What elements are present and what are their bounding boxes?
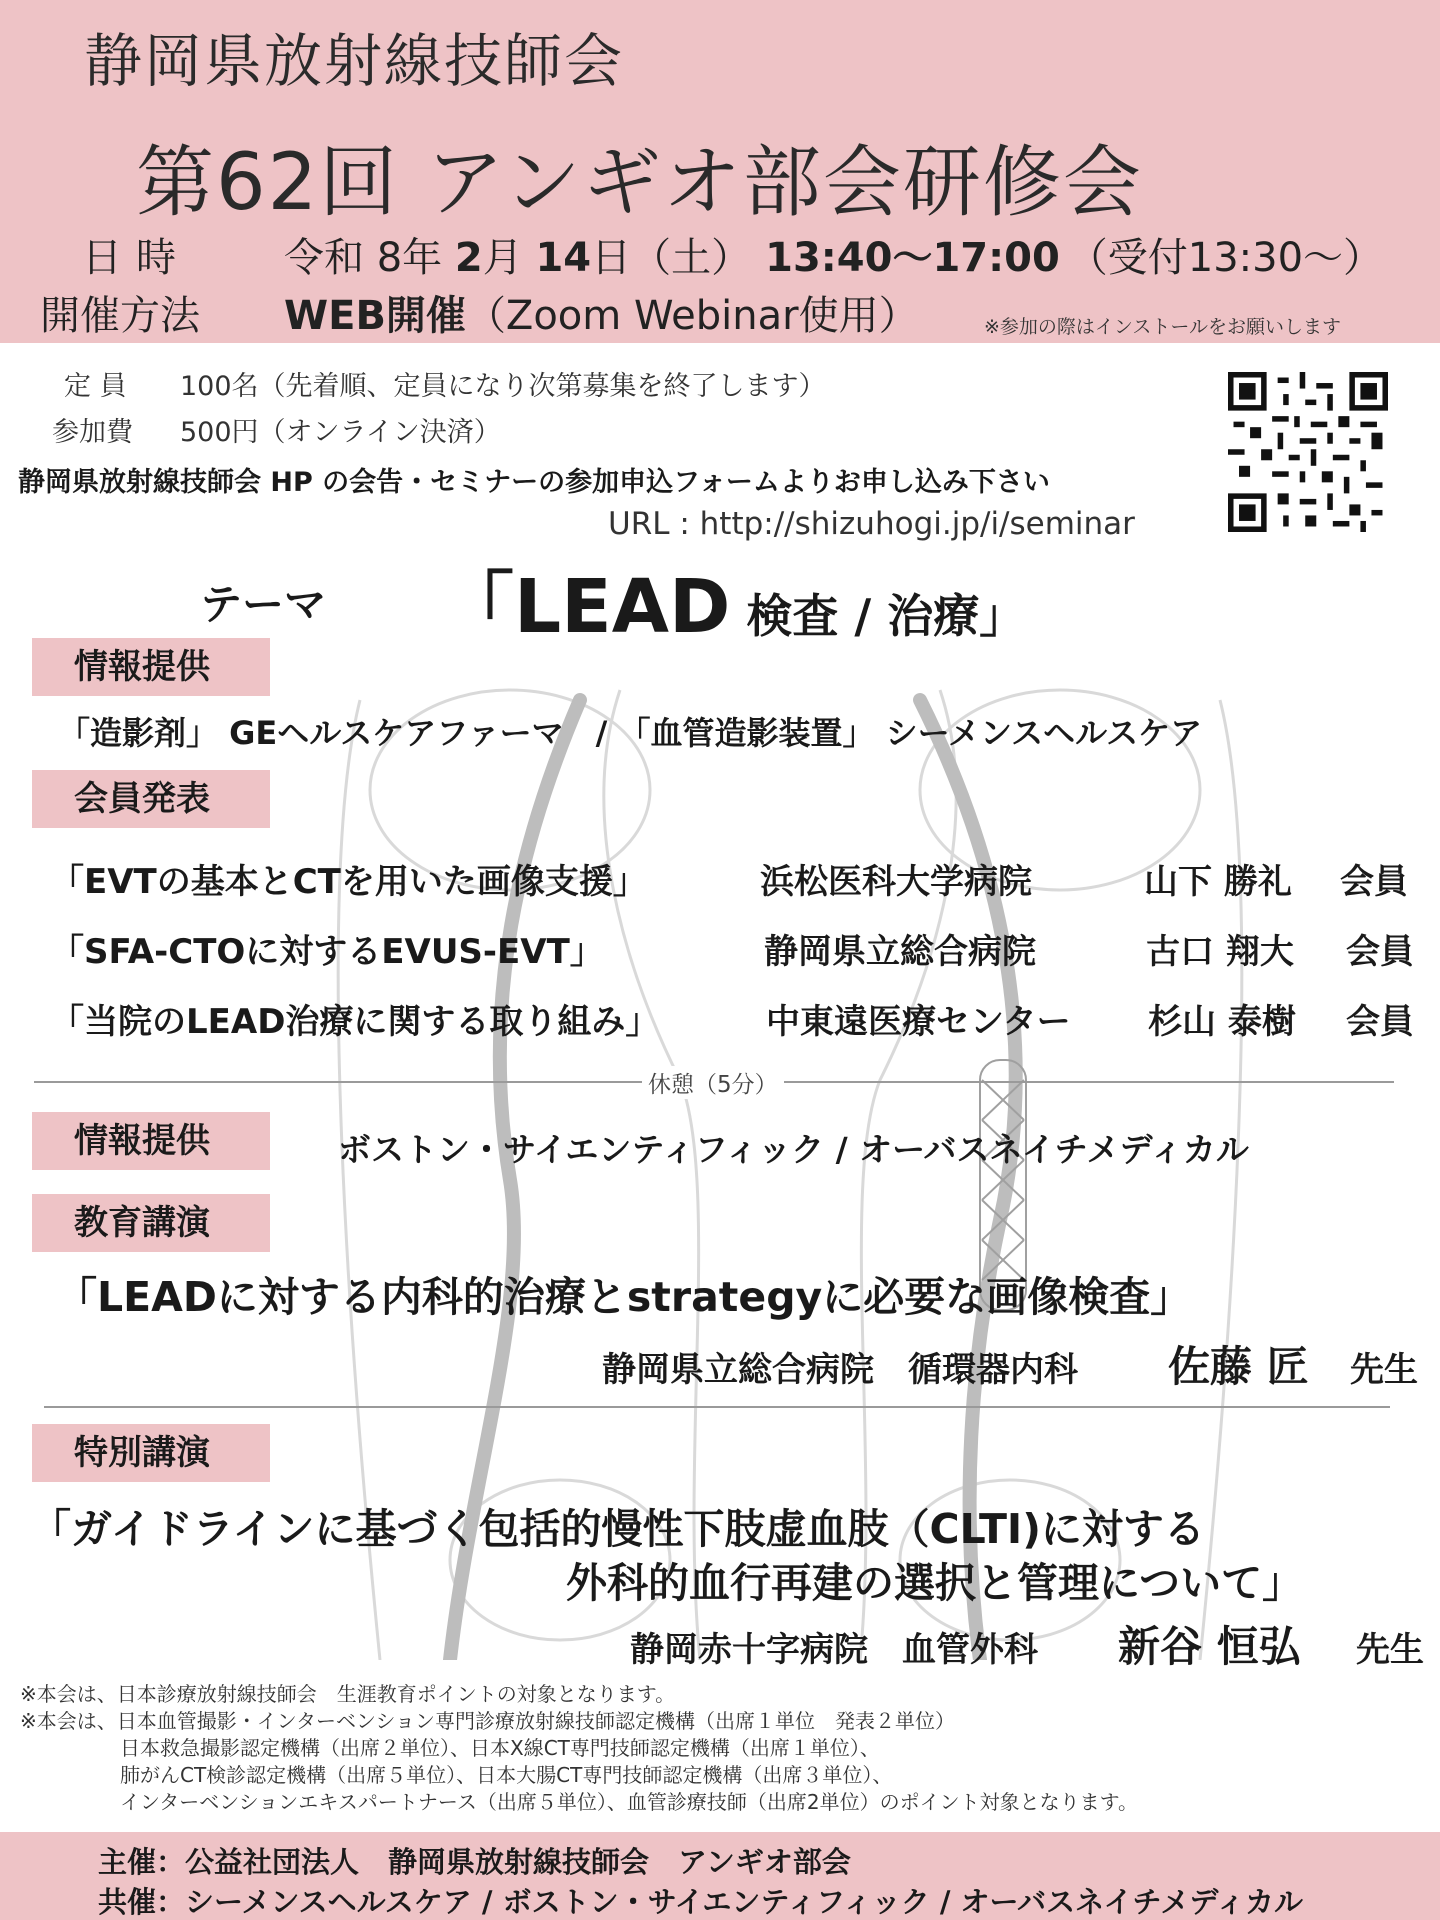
presentation-3-role: 会員 <box>1346 1002 1414 1042</box>
presentation-1-name: 山下 勝礼 <box>1144 862 1292 902</box>
education-title: 「LEADに対する内科的治療とstrategyに必要な画像検査」 <box>56 1273 1192 1321</box>
capacity-value: 100名（先着順、定員になり次第募集を終了します） <box>180 371 826 402</box>
theme-title <box>440 548 1025 654</box>
section-info-provision-2: 情報提供 <box>32 1112 270 1170</box>
method-label: 開催方法 <box>40 293 200 339</box>
seminar-url[interactable]: URL : http://shizuhogi.jp/i/seminar <box>608 506 1135 542</box>
capacity-label: 定 員 <box>64 371 127 402</box>
method-tool: （Zoom Webinar使用） <box>465 293 919 339</box>
note-line: ※本会は、日本診療放射線技師会 生涯教育ポイントの対象となります。 <box>20 1682 676 1706</box>
presentation-3-name: 杉山 泰樹 <box>1148 1002 1296 1042</box>
section-member-presentations: 会員発表 <box>32 770 270 828</box>
date-day: 14 <box>535 235 592 281</box>
education-speaker: 佐藤 匠 <box>1168 1342 1309 1391</box>
info2-text: ボストン・サイエンティフィック / オーバスネイチメディカル <box>338 1130 1249 1169</box>
date-day-unit: 日（土） <box>591 235 752 281</box>
footer-band <box>0 1832 1440 1920</box>
date-month-unit: 月 <box>482 235 536 281</box>
method-value <box>284 284 919 341</box>
presentation-2-title: 「SFA-CTOに対するEVUS-EVT」 <box>50 932 604 972</box>
note-line: インターベンションエキスパートナース（出席５単位）、血管診療技師（出席2単位）のポイント対象となります。 <box>20 1790 1139 1814</box>
date-era: 令和 8年 <box>284 235 455 281</box>
presentation-2-name: 古口 翔大 <box>1146 932 1294 972</box>
presentation-1-role: 会員 <box>1340 862 1408 902</box>
education-affiliation: 静岡県立総合病院 循環器内科 <box>602 1350 1078 1390</box>
theme-lead: 「LEAD <box>440 564 731 650</box>
credit-notes <box>20 1681 1138 1816</box>
special-title-line-2: 外科的血行再建の選択と管理について」 <box>566 1559 1304 1607</box>
date-time: 13:40〜17:00 <box>765 235 1060 281</box>
qr-code[interactable] <box>1228 372 1388 532</box>
presentation-2-role: 会員 <box>1346 932 1414 972</box>
note-line: 肺がんCT検診認定機構（出席５単位）、日本大腸CT専門技師認定機構（出席３単位）、 <box>20 1763 893 1787</box>
method-web: WEB開催 <box>284 293 466 339</box>
date-reception: （受付13:30〜） <box>1067 235 1384 281</box>
special-affiliation: 静岡赤十字病院 血管外科 <box>630 1630 1038 1670</box>
theme-label: テーマ <box>200 580 327 629</box>
event-title: 第62回 アンギオ部会研修会 <box>136 138 1143 228</box>
section-divider <box>44 1406 1390 1408</box>
special-speaker: 新谷 恒弘 <box>1118 1622 1301 1671</box>
presentation-3-hospital: 中東遠医療センター <box>766 1002 1071 1042</box>
presentation-3-title: 「当院のLEAD治療に関する取り組み」 <box>50 1002 660 1042</box>
section-educational-lecture: 教育講演 <box>32 1194 270 1252</box>
co-organizers: 共催：シーメンスヘルスケア / ボストン・サイエンティフィック / オーバスネイチメディカル <box>98 1885 1304 1919</box>
note-line: ※本会は、日本血管撮影・インターベンション専門診療放射線技師認定機構（出席１単位 発表２単位） <box>20 1709 956 1733</box>
date-label: 日時 <box>82 235 190 281</box>
special-honorific: 先生 <box>1356 1630 1424 1670</box>
header-band <box>0 0 1440 343</box>
presentation-2-hospital: 静岡県立総合病院 <box>764 932 1036 972</box>
break-label: 休憩（5分） <box>642 1066 784 1099</box>
presentation-1-hospital: 浜松医科大学病院 <box>760 862 1032 902</box>
org-title: 静岡県放射線技師会 <box>84 27 625 95</box>
date-month: 2 <box>454 235 483 281</box>
theme-rest: 検査 / 治療」 <box>730 589 1026 643</box>
education-honorific: 先生 <box>1350 1350 1418 1390</box>
note-line: 日本救急撮影認定機構（出席２単位）、日本X線CT専門技師認定機構（出席１単位）、 <box>20 1736 880 1760</box>
apply-instruction: 静岡県放射線技師会 HP の会告・セミナーの参加申込フォームよりお申し込み下さい <box>18 467 1050 498</box>
install-note: ※参加の際はインストールをお願いします <box>984 316 1341 338</box>
presentation-1-title: 「EVTの基本とCTを用いた画像支援」 <box>50 862 647 902</box>
fee-label: 参加費 <box>52 417 133 448</box>
fee-value: 500円（オンライン決済） <box>180 417 501 448</box>
date-value <box>284 226 1383 283</box>
section-info-provision-1: 情報提供 <box>32 638 270 696</box>
special-title-line-1: 「ガイドラインに基づく包括的慢性下肢虚血肢（CLTI)に対する <box>30 1505 1205 1553</box>
info1-text: 「造影剤」 GEヘルスケアファーマ / 「血管造影装置」 シーメンスヘルスケア <box>58 714 1203 752</box>
section-special-lecture: 特別講演 <box>32 1424 270 1482</box>
organizer: 主催：公益社団法人 静岡県放射線技師会 アンギオ部会 <box>98 1845 851 1879</box>
